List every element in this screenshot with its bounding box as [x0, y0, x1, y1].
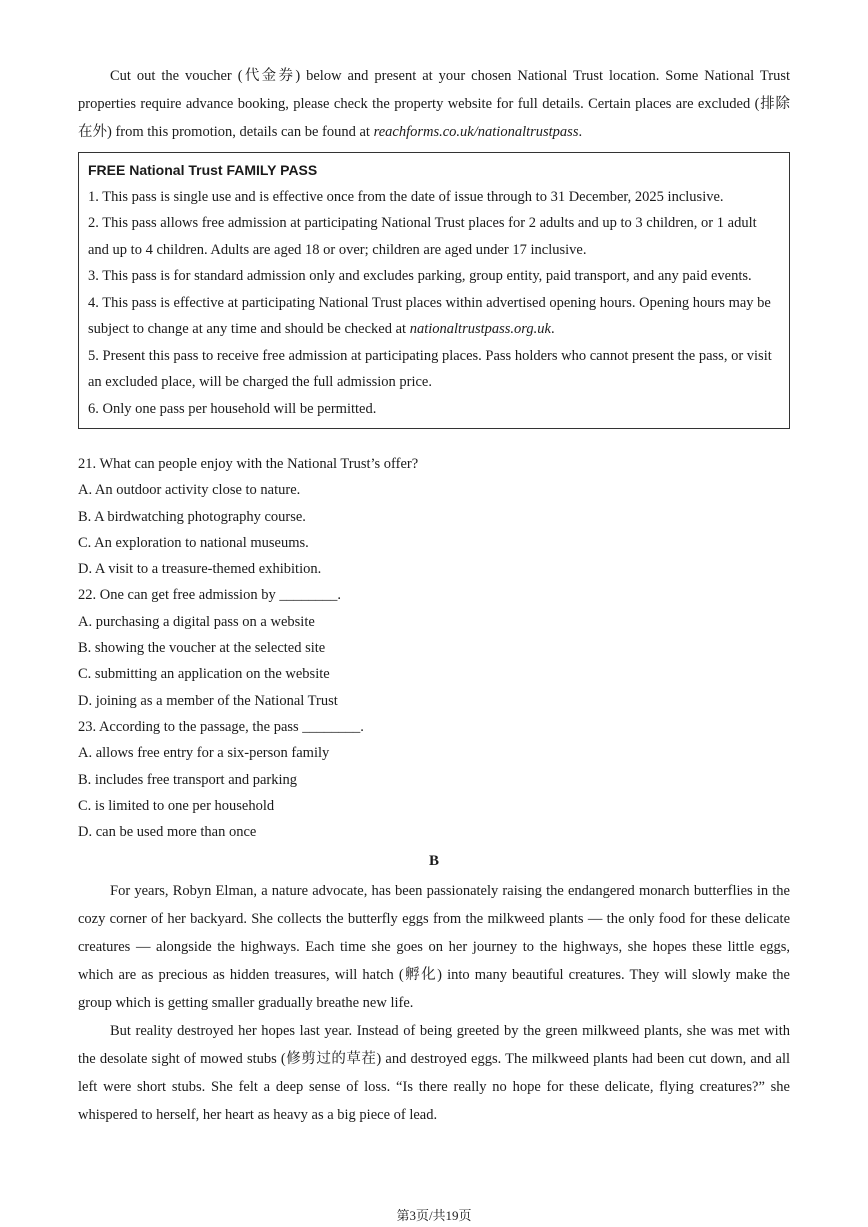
- option-23-b: B. includes free transport and parking: [78, 771, 298, 788]
- section-b-paragraph-2: But reality destroyed her hopes last year. Instead of being greeted by the green milkweed plants, she was met with the desolate sight of mowed stubs (修剪过的草茬) and destroyed eggs. The milkweed plants had been cut down, and all left were short stubs. She felt a deep sense of loss. “Is there really no hope for these delicate, flying creatures?” she whispered to herself, her heart as heavy as a big piece of lead.: [78, 1023, 790, 1124]
- option-22-b: B. showing the voucher at the selected site: [78, 640, 326, 657]
- question-22: 22. One can get free admission by ________.: [78, 587, 341, 604]
- pass-title: FREE National Trust FAMILY PASS: [88, 162, 318, 178]
- pass-item-6: 6. Only one pass per household will be permitted.: [88, 400, 377, 417]
- intro-text-end: .: [578, 124, 583, 140]
- question-23: 23. According to the passage, the pass ________.: [78, 718, 364, 735]
- intro-paragraph: [78, 62, 790, 146]
- page-number-footer: 第3页/共19页: [396, 1208, 472, 1223]
- promotion-link[interactable]: reachforms.co.uk/nationaltrustpass: [373, 124, 579, 140]
- option-23-c: C. is limited to one per household: [78, 797, 275, 814]
- option-21-a: A. An outdoor activity close to nature.: [78, 482, 301, 499]
- pass-item-1: 1. This pass is single use and is effective once from the date of issue through to 31 December, 2025 inclusive.: [88, 188, 724, 205]
- option-21-b: B. A birdwatching photography course.: [78, 508, 306, 525]
- pass-item-2: 2. This pass allows free admission at participating National Trust places for 2 adults and up to 3 children, or 1 adult and up to 4 children. Adults are aged 18 or over; children are aged under 17 inclusive.: [88, 215, 757, 258]
- question-21: 21. What can people enjoy with the National Trust’s offer?: [78, 456, 419, 472]
- option-23-a: A. allows free entry for a six-person family: [78, 745, 330, 762]
- option-23-d: D. can be used more than once: [78, 824, 257, 841]
- question-list: [78, 451, 790, 845]
- pass-website-link[interactable]: nationaltrustpass.org.uk: [409, 321, 551, 337]
- section-b-heading: B: [428, 853, 439, 870]
- pass-item-4-end: .: [550, 321, 555, 337]
- family-pass-voucher: [78, 152, 790, 429]
- option-22-a: A. purchasing a digital pass on a website: [78, 613, 315, 630]
- document-page: [78, 62, 790, 1129]
- intro-text: Cut out the voucher (代金券) below and present at your chosen National Trust location. Some National Trust properties require advance booking, please check the property website for full details. Certain places are excluded (排除在外) from this promotion, details can be found at: [78, 68, 790, 140]
- option-22-c: C. submitting an application on the website: [78, 666, 330, 683]
- option-21-d: D. A visit to a treasure-themed exhibition.: [78, 561, 322, 578]
- option-22-d: D. joining as a member of the National Trust: [78, 692, 338, 709]
- pass-item-5: 5. Present this pass to receive free admission at participating places. Pass holders who cannot present the pass, or visit an excluded place, will be charged the full admission price.: [88, 347, 772, 390]
- section-b-paragraph-1: For years, Robyn Elman, a nature advocate, has been passionately raising the endangered monarch butterflies in the cozy corner of her backyard. She collects the butterfly eggs from the milkweed plants — the only food for these delicate creatures — alongside the highways. Each time she goes on her journey to the highways, she hopes these little eggs, which are as precious as hidden treasures, will hatch (孵化) into many beautiful creatures. They will slowly make the group which is getting smaller gradually breathe new life.: [78, 883, 790, 1012]
- option-21-c: C. An exploration to national museums.: [78, 534, 309, 551]
- pass-item-4-text: 4. This pass is effective at participating National Trust places within advertised opening hours. Opening hours may be subject to change at any time and should be checked at: [88, 294, 771, 337]
- pass-item-3: 3. This pass is for standard admission only and excludes parking, group entity, paid transport, and any paid events.: [88, 268, 752, 284]
- pass-item-4: [88, 290, 781, 343]
